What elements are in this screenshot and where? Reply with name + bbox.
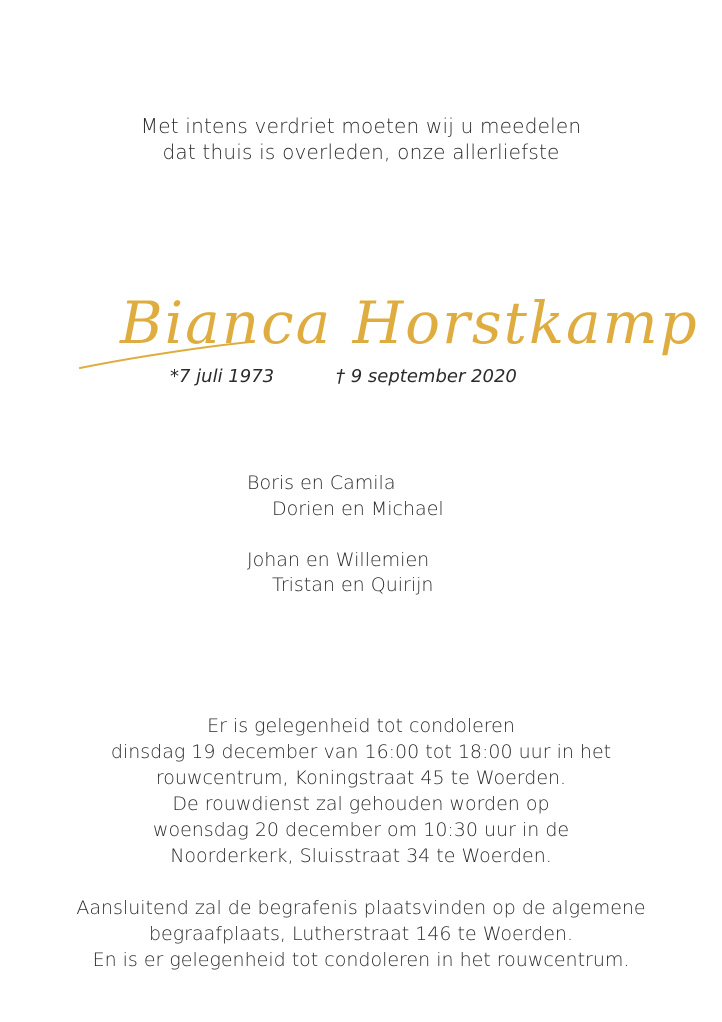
family-line-1: Boris en Camila xyxy=(247,472,396,494)
burial-line: En is er gelegenheid tot condoleren in het rouwcentrum. xyxy=(92,949,630,971)
service-line: De rouwdienst zal gehouden worden op xyxy=(172,793,550,815)
service-line: Noorderkerk, Sluisstraat 34 te Woerden. xyxy=(170,845,552,867)
deceased-name-block xyxy=(0,268,722,378)
condolence-line: Er is gelegenheid tot condoleren xyxy=(207,715,515,737)
service-info xyxy=(0,713,722,973)
paragraph-gap xyxy=(0,869,722,895)
condolence-line: rouwcentrum, Koningstraat 45 te Woerden. xyxy=(155,767,567,789)
condolence-line: dinsdag 19 december van 16:00 tot 18:00 uur in het xyxy=(110,741,612,763)
family-line-2: Dorien en Michael xyxy=(272,498,444,520)
death-date: † 9 september 2020 xyxy=(336,366,517,387)
deceased-name-script xyxy=(0,268,722,378)
birth-date: *7 juli 1973 xyxy=(170,366,275,387)
deceased-name: Bianca Horstkamp xyxy=(120,289,699,357)
intro-line-1: Met intens verdriet moeten wij u meedelen xyxy=(140,114,582,138)
service-line: woensdag 20 december om 10:30 uur in de xyxy=(152,819,570,841)
intro-line-2: dat thuis is overleden, onze allerliefste xyxy=(162,140,560,164)
family-line-3: Johan en Willemien xyxy=(247,549,430,571)
family-line-4: Tristan en Quirijn xyxy=(272,574,434,596)
burial-line: Aansluitend zal de begrafenis plaatsvinden op de algemene xyxy=(76,897,646,919)
intro-text xyxy=(0,113,722,165)
burial-line: begraafplaats, Lutherstraat 146 te Woerden. xyxy=(149,923,573,945)
